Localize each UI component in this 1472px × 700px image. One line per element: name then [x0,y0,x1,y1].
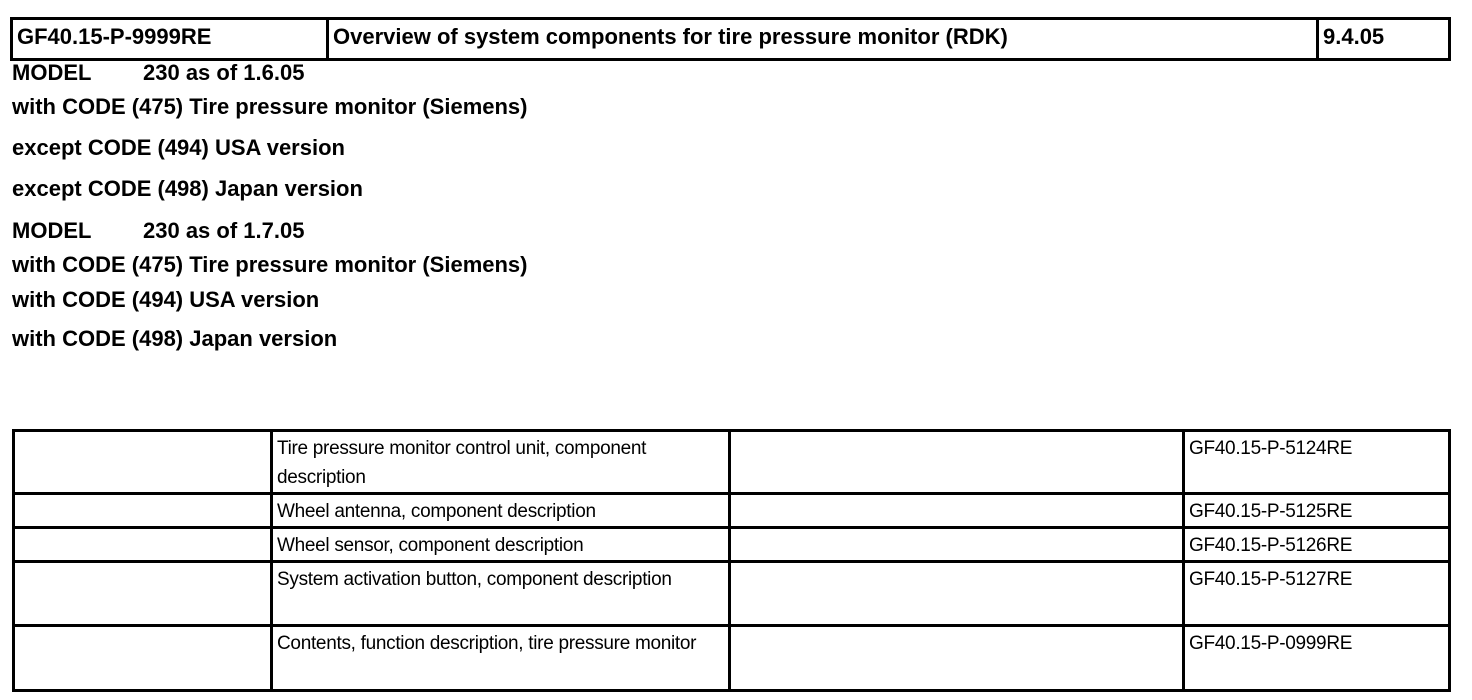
components-table [12,429,1451,692]
code-condition: except CODE (494) USA version [12,135,345,160]
empty-cell [730,494,1184,528]
document-id: GF40.15-P-9999RE [12,19,328,60]
table-row [14,528,1450,562]
table-row [14,494,1450,528]
code-condition: with CODE (475) Tire pressure monitor (Siemens) [12,252,528,277]
model-label: MODEL [12,60,92,85]
code-condition: with CODE (498) Japan version [12,326,338,351]
document-title: Overview of system components for tire pressure monitor (RDK) [328,19,1318,60]
empty-cell [730,431,1184,494]
component-reference: GF40.15-P-5127RE [1184,562,1450,626]
code-condition: with CODE (475) Tire pressure monitor (Siemens) [12,94,528,119]
component-reference: GF40.15-P-5126RE [1184,528,1450,562]
empty-cell [14,494,272,528]
model-condition [12,218,304,244]
empty-cell [14,562,272,626]
model-label: MODEL [12,218,92,243]
empty-cell [730,562,1184,626]
component-description: Wheel sensor, component description [272,528,730,562]
table-row [14,431,1450,494]
component-description: Contents, function description, tire pressure monitor [272,626,730,691]
component-description: Wheel antenna, component description [272,494,730,528]
empty-cell [14,431,272,494]
component-reference: GF40.15-P-5124RE [1184,431,1450,494]
component-reference: GF40.15-P-5125RE [1184,494,1450,528]
table-row [14,626,1450,691]
table-row [14,562,1450,626]
model-value: 230 as of 1.6.05 [143,60,305,85]
empty-cell [730,528,1184,562]
document-header [10,17,1451,61]
component-description: System activation button, component description [272,562,730,626]
document-date: 9.4.05 [1318,19,1450,60]
code-condition: except CODE (498) Japan version [12,176,363,201]
model-value: 230 as of 1.7.05 [143,218,305,243]
empty-cell [14,528,272,562]
component-description: Tire pressure monitor control unit, component description [272,431,730,494]
model-condition [12,60,304,86]
empty-cell [14,626,272,691]
code-condition: with CODE (494) USA version [12,287,320,312]
empty-cell [730,626,1184,691]
component-reference: GF40.15-P-0999RE [1184,626,1450,691]
